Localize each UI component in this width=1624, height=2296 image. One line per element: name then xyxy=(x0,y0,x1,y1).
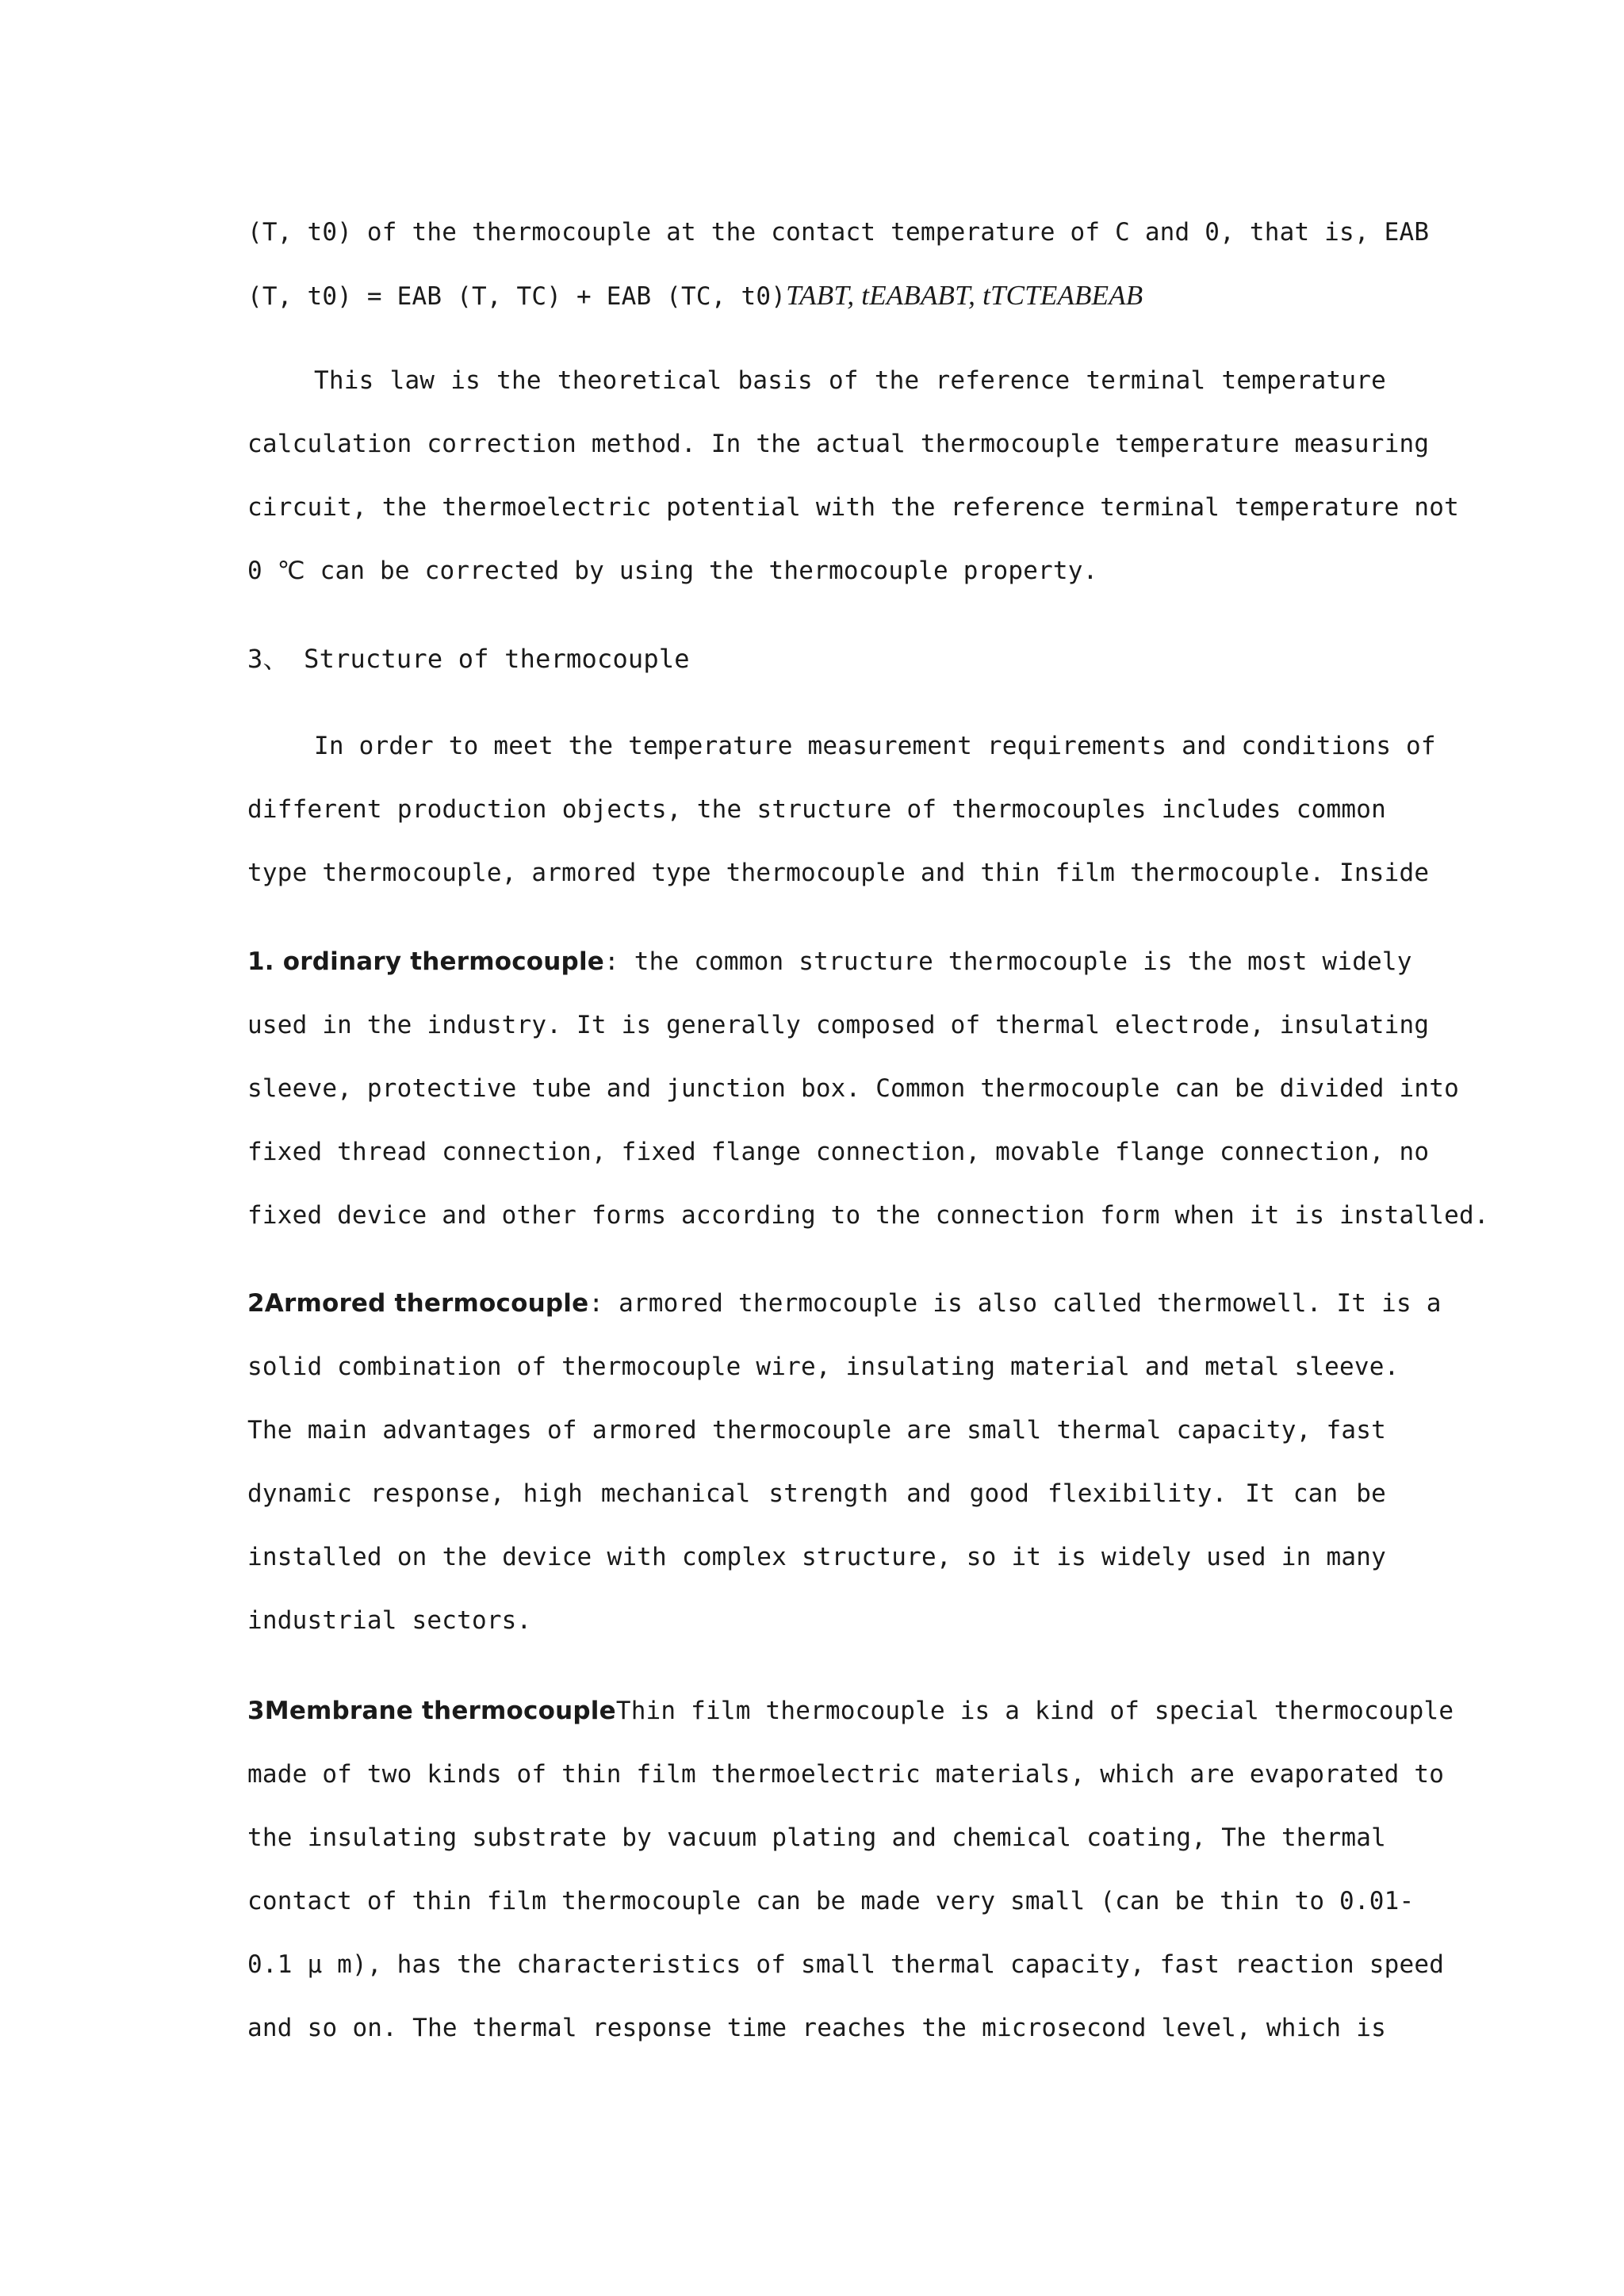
paragraph-line: the insulating substrate by vacuum plating and chemical coating, The thermal xyxy=(247,1823,1386,1852)
equation-math: TABT, tEABABT, tTCTEABEAB xyxy=(786,280,1143,311)
item-first-line xyxy=(247,1272,1442,1335)
item-first-line xyxy=(247,1679,1454,1743)
equation-line-2 xyxy=(247,264,1386,327)
item-ordinary-thermocouple xyxy=(247,930,1489,1247)
paragraph-line: made of two kinds of thin film thermoelectric materials, which are evaporated to xyxy=(247,1760,1445,1789)
item-first-text: Thin film thermocouple is a kind of special thermocouple xyxy=(615,1697,1454,1725)
item-armored-thermocouple xyxy=(247,1272,1442,1652)
item-label: 3Membrane thermocouple xyxy=(247,1697,616,1725)
section-heading-block xyxy=(247,627,1386,691)
section-heading: 3、 Structure of thermocouple xyxy=(247,644,690,674)
item-first-line xyxy=(247,930,1412,993)
equation-line-1: (T, t0) of the thermocouple at the contact temperature of C and 0, that is, EAB xyxy=(247,218,1430,247)
paragraph-line: This law is the theoretical basis of the reference terminal temperature xyxy=(314,366,1386,395)
item-first-text: : the common structure thermocouple is the most widely xyxy=(604,947,1412,976)
item-label: 2Armored thermocouple xyxy=(247,1289,589,1318)
item-membrane-thermocouple xyxy=(247,1679,1454,2060)
paragraph-line: fixed thread connection, fixed flange connection, movable flange connection, no xyxy=(247,1138,1430,1166)
paragraph-line: fixed device and other forms according to the connection form when it is installed. xyxy=(247,1201,1489,1230)
paragraph-line: 0.1 μ m), has the characteristics of small thermal capacity, fast reaction speed xyxy=(247,1950,1445,1979)
paragraph-line: The main advantages of armored thermocouple are small thermal capacity, fast xyxy=(247,1416,1386,1445)
paragraph-law-basis xyxy=(247,349,1459,603)
paragraph-line: different production objects, the structure of thermocouples includes common xyxy=(247,795,1386,824)
paragraph-line: In order to meet the temperature measurement requirements and conditions of xyxy=(314,732,1436,760)
equation-text: (T, t0) = EAB (T, TC) + EAB (TC, t0) xyxy=(247,282,787,311)
paragraph-line: circuit, the thermoelectric potential with the reference terminal temperature not xyxy=(247,493,1459,522)
paragraph-line: installed on the device with complex structure, so it is widely used in many xyxy=(247,1543,1386,1571)
paragraph-line: 0 ℃ can be corrected by using the thermocouple property. xyxy=(247,557,1098,585)
paragraph-line: solid combination of thermocouple wire, insulating material and metal sleeve. xyxy=(247,1353,1400,1381)
item-label: 1. ordinary thermocouple xyxy=(247,947,605,976)
paragraph-line: used in the industry. It is generally composed of thermal electrode, insulating xyxy=(247,1011,1430,1039)
paragraph-line: type thermocouple, armored type thermocouple and thin film thermocouple. Inside xyxy=(247,859,1430,887)
paragraph-line: sleeve, protective tube and junction box. Common thermocouple can be divided into xyxy=(247,1074,1459,1103)
item-first-text: : armored thermocouple is also called thermowell. It is a xyxy=(588,1289,1442,1318)
paragraph-line: calculation correction method. In the actual thermocouple temperature measuring xyxy=(247,430,1430,458)
paragraph-line: contact of thin film thermocouple can be made very small (can be thin to 0.01- xyxy=(247,1887,1415,1915)
paragraph-line: and so on. The thermal response time reaches the microsecond level, which is xyxy=(247,2014,1386,2042)
equation-block xyxy=(247,201,1430,327)
paragraph-line: dynamic response, high mechanical strength and good flexibility. It can be xyxy=(247,1479,1386,1508)
paragraph-line: industrial sectors. xyxy=(247,1606,532,1635)
paragraph-structure-intro xyxy=(247,714,1436,905)
